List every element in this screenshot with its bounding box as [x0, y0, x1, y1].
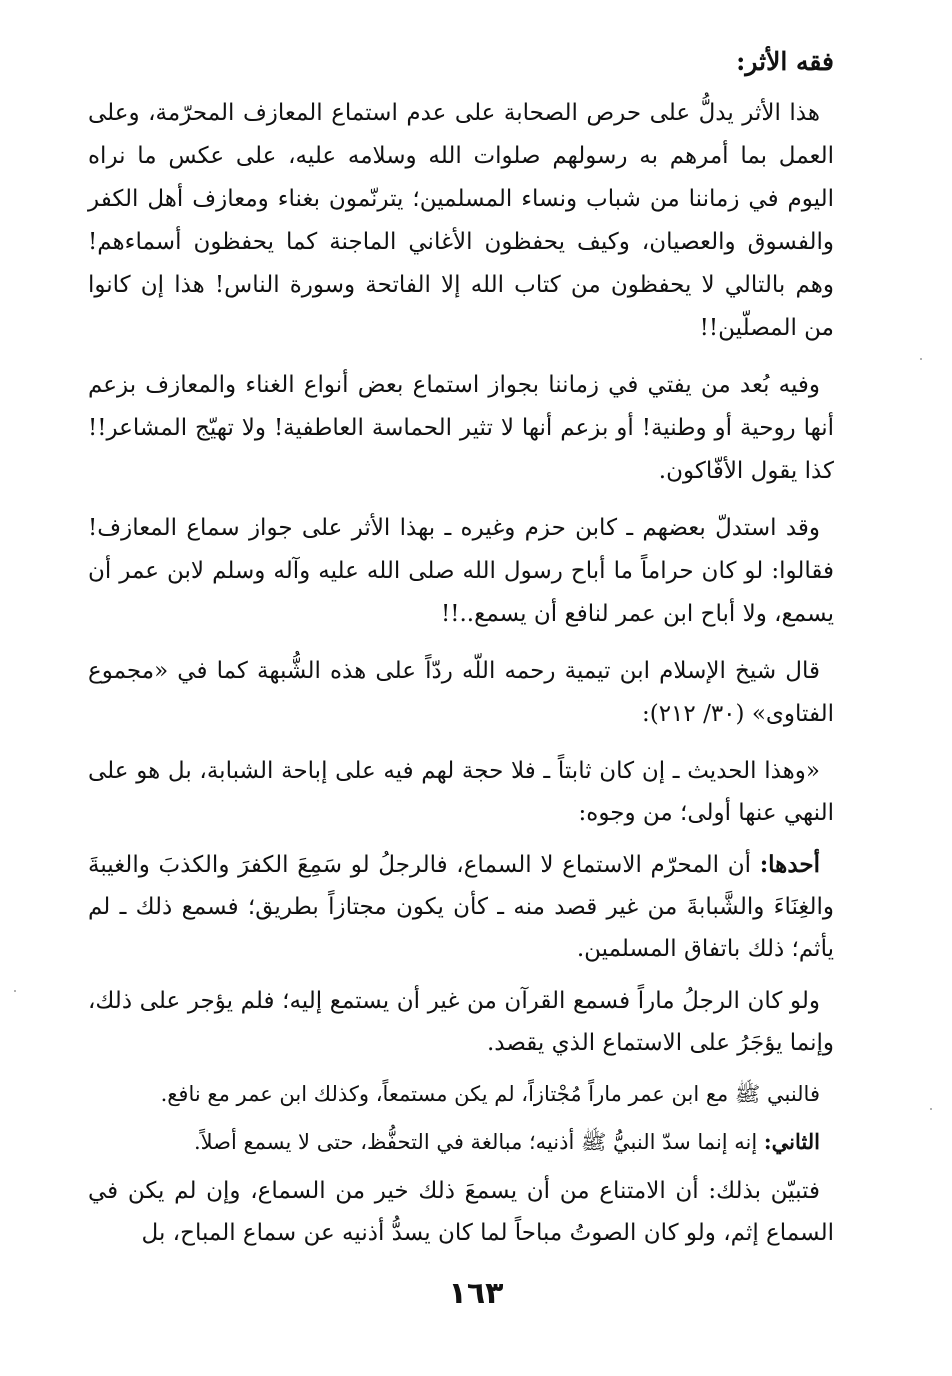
- paragraph-6-lead: أحدها:: [759, 851, 820, 878]
- page-number: ١٦٣: [448, 1276, 504, 1311]
- paragraph-3: وقد استدلّ بعضهم ـ كابن حزم وغيره ـ بهذا الأثر على جواز سماع المعازف! فقالوا: لو كان حراماً ما أباح رسول الله صلى الله عليه وآله وسلم لابن عمر أن يسمع، ولا أباح ابن عمر لنافع أن يسمع..!!: [88, 515, 834, 627]
- paragraph-1: هذا الأثر يدلُّ على حرص الصحابة على عدم استماع المعازف المحرّمة، وعلى العمل بما أمرهم به رسولهم صلوات الله وسلامه عليه، على عكس ما نراه اليوم في زماننا من شباب ونساء المسلمين؛ يترنّمون بغناء ومعازف أهل الكفر والفسوق والعصيان، وكيف يحفظون الأغاني الماجنة كما يحفظون أسماءهم! وهم بالتالي لا يحفظون من كتاب الله إلا الفاتحة وسورة الناس! هذا إن كانوا من المصلّين!!: [88, 100, 834, 341]
- paragraph-6-text: أن المحرّم الاستماع لا السماع، فالرجلُ لو سَمِعَ الكفرَ والكذبَ والغيبةَ والغِنَاءَ والشَّبابةَ من غير قصد منه ـ كأن يكون مجتازاً بطريق؛ فسمع ذلك ـ لم يأثم؛ ذلك باتفاق المسلمين.: [88, 852, 834, 962]
- paragraph-5-quote: «وهذا الحديث ـ إن كان ثابتاً ـ فلا حجة لهم فيه على إباحة الشبابة، بل هو على النهي عنها أولى؛ من وجوه:: [88, 758, 834, 826]
- paragraph-10: فتبيّن بذلك: أن الامتناع من أن يسمعَ ذلك خير من السماع، وإن لم يكن في السماع إثم، ولو كان الصوتُ مباحاً لما كان يسدُّ أذنيه عن سماع المباح، بل: [88, 1178, 834, 1246]
- scan-speck: [920, 358, 922, 360]
- scan-speck: [14, 990, 16, 992]
- paragraph-9-text: إنه إنما سدّ النبيُّ ﷺ أذنيه؛ مبالغة في التحفُّظ، حتى لا يسمع أصلاً.: [193, 1130, 764, 1154]
- paragraph-7: ولو كان الرجلُ ماراً فسمع القرآن من غير أن يستمع إليه؛ فلم يؤجر على ذلك، وإنما يؤجَرُ على الاستماع الذي يقصد.: [88, 988, 834, 1056]
- paragraph-9-lead: الثاني:: [763, 1129, 820, 1154]
- paragraph-2: وفيه بُعد من يفتي في زماننا بجواز استماع بعض أنواع الغناء والمعازف بزعم أنها روحية أو وطنية! أو بزعم أنها لا تثير الحماسة العاطفية! ولا تهيّج المشاعر!! كذا يقول الأفّاكون.: [88, 372, 834, 484]
- paragraph-8: فالنبي ﷺ مع ابن عمر ماراً مُجْتازاً، لم يكن مستمعاً، وكذلك ابن عمر مع نافع.: [160, 1082, 820, 1106]
- scan-speck: [930, 1108, 932, 1110]
- paragraph-6: [88, 844, 834, 970]
- paragraph-9: [88, 1122, 834, 1162]
- section-heading: فقه الأثر:: [736, 47, 834, 76]
- paragraph-4: قال شيخ الإسلام ابن تيمية رحمه اللّه ردّاً على هذه الشُّبهة كما في «مجموع الفتاوى» (٣٠/ ٢١٢):: [88, 658, 834, 727]
